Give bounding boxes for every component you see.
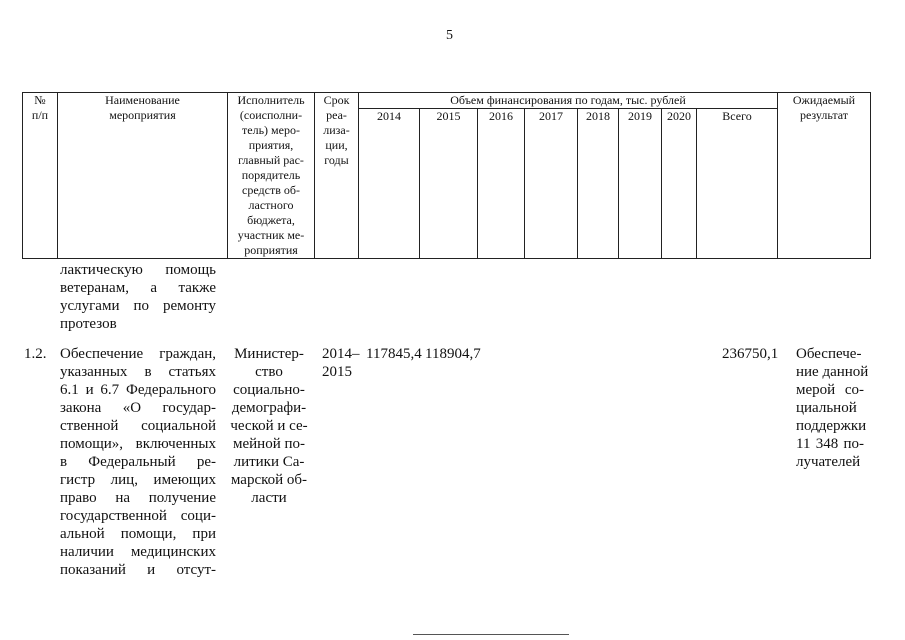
col-number-header: № п/п [23,93,58,259]
year-2014-header: 2014 [359,109,420,259]
row-name: Обеспечение граждан, указанных в статьях 6.1 и 6.7 Федерального закона «О государ- ственной социальной помощи», включенных в Федеральный ре- гистр лиц, имеющих право на получение государственной соци- альной помощи, при наличии медицинских показаний и отсут- [60,346,216,578]
col-executor-header: Исполнитель (соисполни- тель) меро- приятия, главный рас- порядитель средств об- ластного бюджета, участник ме- роприятия [228,93,315,259]
page-number: 5 [446,28,453,43]
value-2015: 118904,7 [425,346,481,362]
footer-rule [413,634,569,635]
year-2019-header: 2019 [619,109,662,259]
col-name-header: Наименование мероприятия [58,93,228,259]
row-executor: Министер- ство социально- демографи- ческой и се- мейной по- литики Са- марской об- ласти [230,346,308,506]
year-2015-header: 2015 [420,109,478,259]
col-result-header: Ожидаемый результат [778,93,871,259]
value-total: 236750,1 [722,346,779,362]
year-2017-header: 2017 [525,109,578,259]
table-header [22,92,871,259]
year-2016-header: 2016 [478,109,525,259]
row-term: 2014– 2015 [322,346,360,380]
funding-title: Объем финансирования по годам, тыс. рублей [359,93,778,109]
total-header: Всего [697,109,778,259]
col-term-header: Срок реа- лиза- ции, годы [315,93,359,259]
row-result: Обеспече- ние данной мерой со- циальной поддержки 11 348 по- лучателей [796,346,869,470]
year-2020-header: 2020 [662,109,697,259]
continuation-text: лактическую помощь ветеранам, а также услугами по ремонту протезов [60,262,216,332]
year-2018-header: 2018 [578,109,619,259]
row-number: 1.2. [24,346,47,362]
value-2014: 117845,4 [366,346,422,362]
